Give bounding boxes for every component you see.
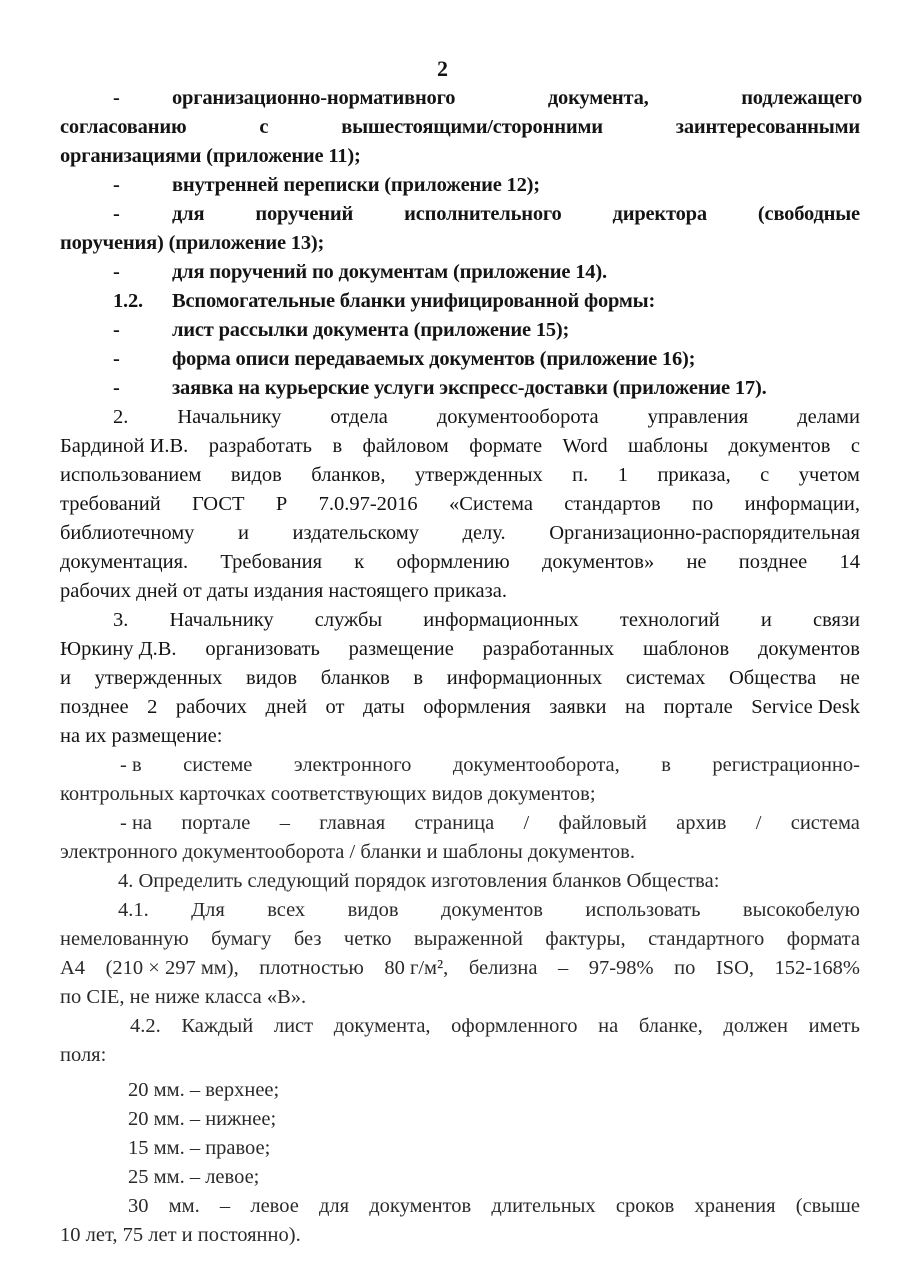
point-4-1-line-4: по CIE, не ниже класса «В». [60,986,307,1008]
point-2-line-4: требований ГОСТ Р 7.0.97-2016 «Система стандартов по информации, [60,493,860,515]
point-4-2-line-2: поля: [60,1044,107,1066]
margin-left-long-term-line-2: 10 лет, 75 лет и постоянно). [60,1224,301,1246]
point-2-line-7: рабочих дней от даты издания настоящего приказа. [60,580,507,602]
point-2-line-5: библиотечному и издательскому делу. Организационно-распорядительная [60,522,860,544]
point-4-1-line-3: А4 (210 × 297 мм), плотностью 80 г/м², белизна – 97-98% по ISO, 152-168% [60,957,860,979]
list-dash: - [113,348,120,370]
point-3-line-5: на их размещение: [60,725,223,747]
point-2-line-1: 2. Начальнику отдела документооборота управления делами [113,406,860,428]
point-2-line-3: использованием видов бланков, утвержденных п. 1 приказа, с учетом [60,464,860,486]
point-3-line-4: позднее 2 рабочих дней от даты оформления заявки на портале Service Desk [60,696,860,718]
margin-right: 15 мм. – правое; [128,1137,271,1159]
point-3-sub-1-line-2: контрольных карточках соответствующих видов документов; [60,783,596,805]
list-dash: - [113,377,120,399]
page-number: 2 [437,56,448,81]
list-item-3-line-2: поручения) (приложение 13); [60,232,325,254]
list-dash: - [113,261,120,283]
list-item-4: для поручений по документам (приложение 14). [172,261,607,283]
section-number: 1.2. [113,290,143,312]
section-title: Вспомогательные бланки унифицированной формы: [172,290,656,312]
point-4-1-line-2: немелованную бумагу без четко выраженной фактуры, стандартного формата [60,928,860,950]
point-2-line-2: Бардиной И.В. разработать в файловом формате Word шаблоны документов с [60,435,860,457]
point-4-2-line-1: 4.2. Каждый лист документа, оформленного на бланке, должен иметь [130,1015,860,1037]
list-item-1-line-3: организациями (приложение 11); [60,145,361,167]
list-item-1-line-1: организационно-нормативного документа, подлежащего [172,87,862,109]
margin-top: 20 мм. – верхнее; [128,1079,280,1101]
list-item-3-line-1: для поручений исполнительного директора (свободные [172,203,860,225]
point-3-line-3: и утвержденных видов бланков в информационных системах Общества не [60,667,860,689]
point-4-1-line-1: 4.1. Для всех видов документов использовать высокобелую [118,899,860,921]
point-3-line-1: 3. Начальнику службы информационных технологий и связи [113,609,860,631]
point-4-heading: 4. Определить следующий порядок изготовления бланков Общества: [118,870,720,892]
margin-left: 25 мм. – левое; [128,1166,260,1188]
point-3-sub-1-line-1: - в системе электронного документооборота, в регистрационно- [120,754,860,776]
list-item-15: лист рассылки документа (приложение 15); [172,319,570,341]
margin-left-long-term-line-1: 30 мм. – левое для документов длительных сроков хранения (свыше [128,1195,860,1217]
list-item-16: форма описи передаваемых документов (приложение 16); [172,348,696,370]
point-3-sub-2-line-1: - на портале – главная страница / файловый архив / система [120,812,860,834]
list-item-1-line-2: согласованию с вышестоящими/сторонними заинтересованными [60,116,860,138]
list-dash: - [113,174,120,196]
list-dash: - [113,319,120,341]
list-item-2: внутренней переписки (приложение 12); [172,174,540,196]
list-dash: - [113,203,120,225]
point-2-line-6: документация. Требования к оформлению документов» не позднее 14 [60,551,860,573]
list-dash: - [113,87,120,109]
point-3-sub-2-line-2: электронного документооборота / бланки и шаблоны документов. [60,841,635,863]
margin-bottom: 20 мм. – нижнее; [128,1108,277,1130]
point-3-line-2: Юркину Д.В. организовать размещение разработанных шаблонов документов [60,638,860,660]
list-item-17: заявка на курьерские услуги экспресс-доставки (приложение 17). [172,377,767,399]
